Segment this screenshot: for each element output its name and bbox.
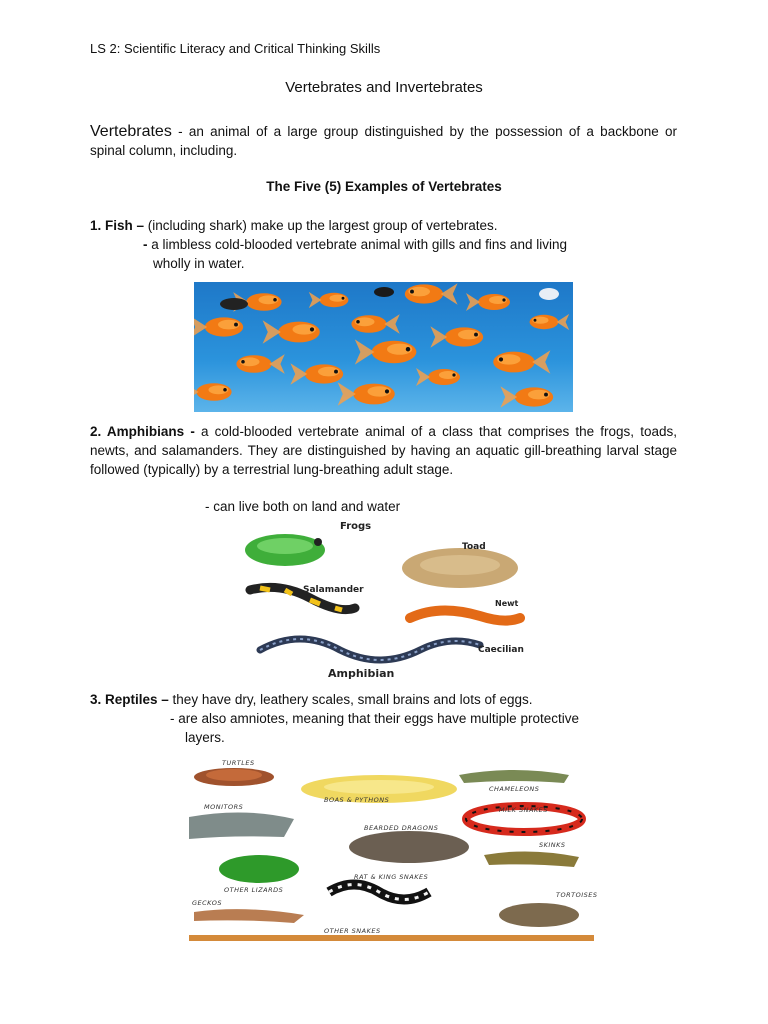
reptiles-detail-line2: layers. bbox=[185, 730, 225, 745]
fish-detail-text: a limbless cold-blooded vertebrate animal with gills and fins and living bbox=[151, 237, 567, 252]
milk-snakes-label: MILK SNAKES bbox=[499, 806, 548, 814]
vertebrates-term: Vertebrates bbox=[90, 123, 172, 140]
toad-label: Toad bbox=[462, 542, 486, 552]
bearded-label: BEARDED DRAGONS bbox=[364, 824, 439, 832]
salamander-label: Salamander bbox=[303, 585, 364, 595]
monitors-label: MONITORS bbox=[204, 803, 244, 811]
fish-detail-line1 bbox=[143, 235, 567, 254]
fish-term: 1. Fish – bbox=[90, 218, 145, 233]
intro-dash: - bbox=[171, 124, 189, 139]
amphibians-image bbox=[240, 520, 560, 680]
fish-detail-line2: wholly in water. bbox=[153, 256, 245, 271]
page-title: Vertebrates and Invertebrates bbox=[285, 79, 483, 96]
intro-definition: an animal of a large group distinguished by the possession of a backbone or spinal column, including. bbox=[90, 124, 677, 158]
newt-label: Newt bbox=[495, 599, 519, 608]
amphibians-term: 2. Amphibians - bbox=[90, 424, 195, 439]
document-header: LS 2: Scientific Literacy and Critical Thinking Skills bbox=[90, 41, 381, 56]
reptiles-detail-line1: - are also amniotes, meaning that their eggs have multiple protective bbox=[170, 711, 579, 726]
caecilian-label: Caecilian bbox=[478, 645, 524, 655]
intro-paragraph bbox=[90, 122, 677, 160]
reptiles-heading bbox=[90, 690, 532, 709]
amphibians-paragraph bbox=[90, 422, 677, 479]
other-snakes-label: OTHER SNAKES bbox=[324, 927, 381, 935]
section-subheading: The Five (5) Examples of Vertebrates bbox=[266, 179, 502, 194]
other-lizards-label: OTHER LIZARDS bbox=[224, 886, 284, 894]
fish-heading bbox=[90, 216, 497, 235]
tortoises-label: TORTOISES bbox=[556, 891, 598, 899]
reptiles-text: they have dry, leathery scales, small brains and lots of eggs. bbox=[168, 692, 533, 707]
amphibians-text: a cold-blooded vertebrate animal of a class that comprises the frogs, toads, newts, and salamanders. They are distinguished by having an aquatic gill-breathing larval stage followed (typically) by a terrestrial lung-breathing adult stage. bbox=[90, 424, 677, 477]
reptiles-image bbox=[184, 757, 602, 945]
turtles-label: TURTLES bbox=[222, 759, 255, 767]
fish-image bbox=[194, 282, 573, 412]
chameleons-label: CHAMELEONS bbox=[489, 785, 540, 793]
skinks-label: SKINKS bbox=[539, 841, 566, 849]
reptiles-term: 3. Reptiles – bbox=[90, 692, 169, 707]
amphibians-detail: - can live both on land and water bbox=[205, 499, 401, 514]
frogs-label: Frogs bbox=[340, 521, 372, 532]
geckos-label: GECKOS bbox=[192, 899, 223, 907]
amphibian-label: Amphibian bbox=[328, 667, 395, 680]
fish-detail-dash: - bbox=[143, 237, 152, 252]
boas-label: BOAS & PYTHONS bbox=[324, 796, 390, 804]
fish-text: (including shark) make up the largest group of vertebrates. bbox=[144, 218, 498, 233]
rat-king-label: RAT & KING SNAKES bbox=[354, 873, 429, 881]
